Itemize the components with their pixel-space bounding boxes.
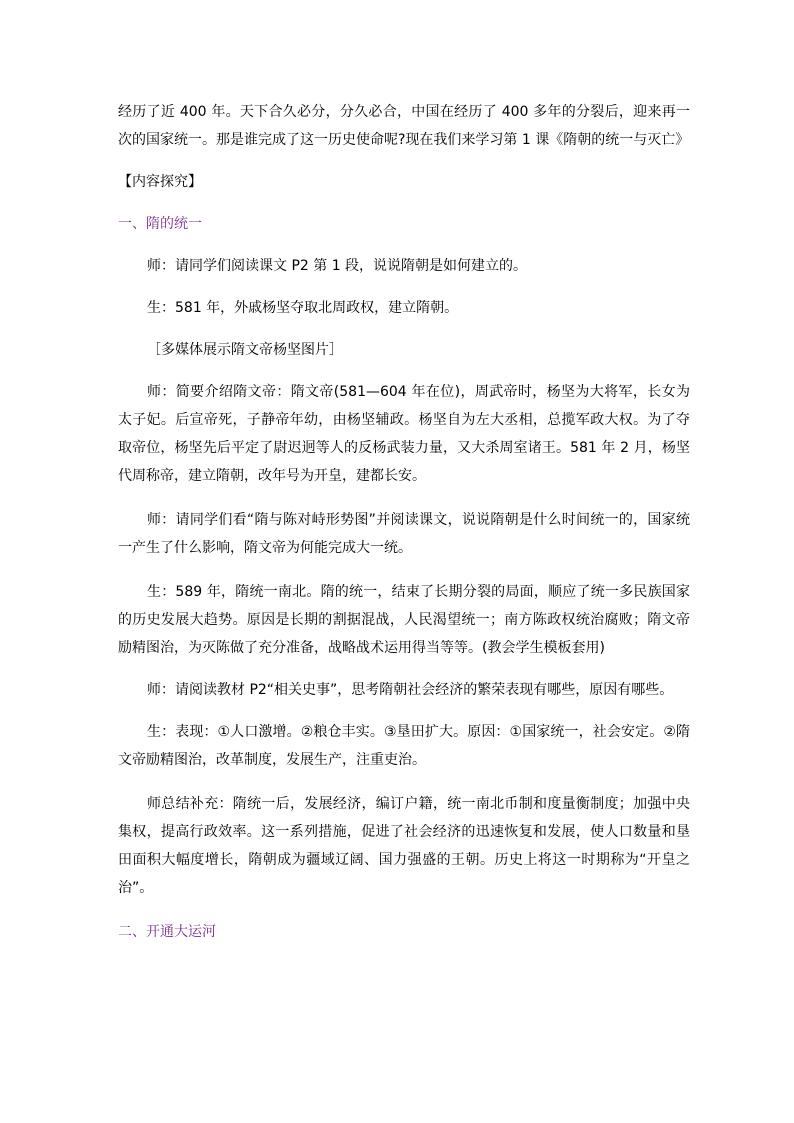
paragraph-student-2: 生：589 年，隋统一南北。隋的统一，结束了长期分裂的局面，顺应了统一多民族国家的历史发展大趋势。原因是长期的割据混战，人民渴望统一；南方陈政权统治腐败；隋文帝励精图治，为灭陈做了充分准备，战略战术运用得当等等。(教会学生模板套用): [118, 584, 690, 656]
section-label: 【内容探究】: [118, 174, 202, 190]
document-page: [118, 98, 690, 946]
paragraph-teacher-3: 师：请同学们看“隋与陈对峙形势图”并阅读课文，说说隋朝是什么时间统一的，国家统一产生了什么影响，隋文帝为何能完成大一统。: [118, 512, 690, 556]
paragraph-student-3: 生：表现：①人口激增。②粮仓丰实。③垦田扩大。原因：①国家统一，社会安定。②隋文帝励精图治，改革制度，发展生产，注重吏治。: [118, 724, 690, 768]
paragraph-teacher-2: 师：简要介绍隋文帝：隋文帝(581—604 年在位)，周武帝时，杨坚为大将军，长女为太子妃。后宣帝死，子静帝年幼，由杨坚辅政。杨坚自为左大丞相，总揽军政大权。为了夺取帝位，杨坚先后平定了尉迟迥等人的反杨武装力量，又大杀周室诸王。581 年 2 月，杨坚代周称帝，建立隋朝，改年号为开皇，建都长安。: [118, 384, 690, 484]
heading-sui-unification: 一、隋的统一: [118, 216, 202, 232]
paragraph-teacher-4: 师：请阅读教材 P2“相关史事”，思考隋朝社会经济的繁荣表现有哪些，原因有哪些。: [147, 682, 674, 698]
paragraph-student-1: 生：581 年，外戚杨坚夺取北周政权，建立隋朝。: [147, 300, 459, 316]
intro-paragraph: 经历了近 400 年。天下合久必分，分久必合，中国在经历了 400 多年的分裂后，迎来再一次的国家统一。那是谁完成了这一历史使命呢?现在我们来学习第 1 课《隋朝的统一与灭亡》: [118, 104, 690, 148]
paragraph-teacher-summary: 师总结补充：隋统一后，发展经济，编订户籍，统一南北币制和度量衡制度；加强中央集权，提高行政效率。这一系列措施，促进了社会经济的迅速恢复和发展，使人口数量和垦田面积大幅度增长，隋朝成为疆域辽阔、国力强盛的王朝。历史上将这一时期称为“开皇之治”。: [118, 796, 690, 896]
heading-grand-canal: 二、开通大运河: [118, 924, 216, 940]
paragraph-teacher-1: 师：请同学们阅读课文 P2 第 1 段，说说隋朝是如何建立的。: [147, 258, 528, 274]
paragraph-media-note: ［多媒体展示隋文帝杨坚图片］: [147, 342, 343, 358]
